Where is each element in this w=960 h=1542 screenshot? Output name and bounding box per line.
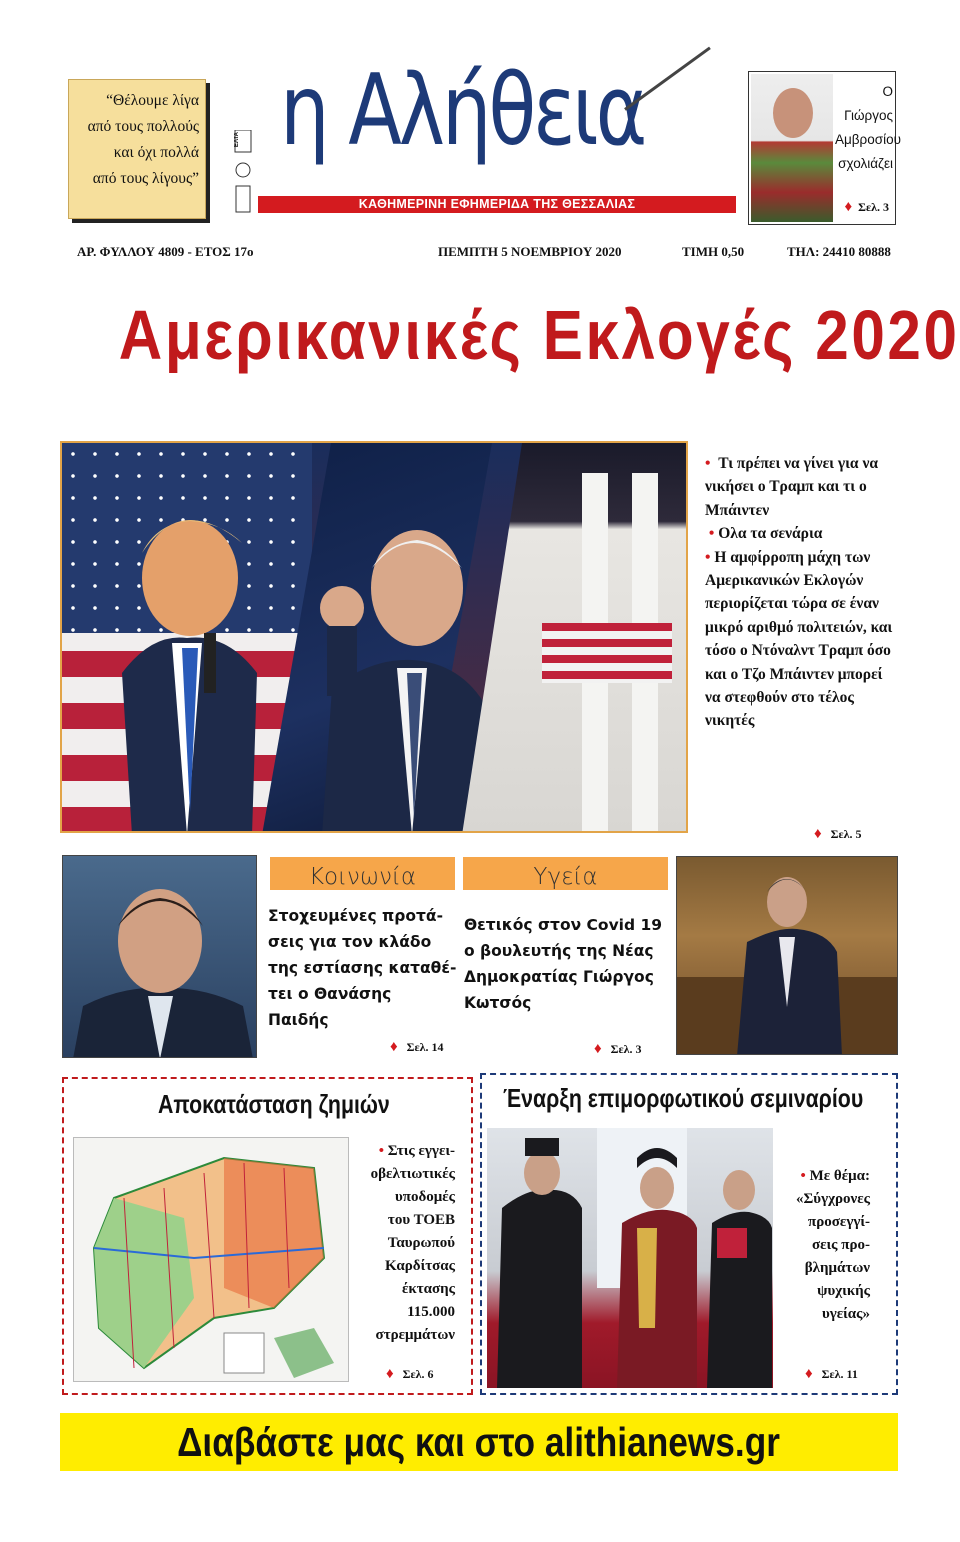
summary-line: ψυχικής <box>817 1283 870 1299</box>
banner-text[interactable]: Διαβάστε μας και στο alithianews.gr <box>177 1419 781 1465</box>
summary-bullet <box>705 546 895 733</box>
society-story[interactable] <box>268 903 468 1033</box>
issue-date: ΠΕΜΠΤΗ 5 ΝΟΕΜΒΡΙΟΥ 2020 <box>438 244 622 259</box>
story-line: της εστίασης καταθέ- <box>268 959 457 977</box>
irrigation-map <box>73 1137 349 1382</box>
society-page-ref[interactable] <box>390 1039 444 1056</box>
motto-line: και όχι πολλά <box>113 144 199 161</box>
health-page-ref[interactable] <box>594 1041 642 1058</box>
columnist-photo <box>751 74 833 222</box>
columnist-page-ref <box>844 199 889 216</box>
motto-line: από τους πολλούς <box>87 118 199 135</box>
newspaper-logo[interactable]: η Αλήθεια <box>280 54 645 168</box>
website-banner[interactable] <box>60 1413 898 1471</box>
page-number: Σελ. 3 <box>610 1042 642 1056</box>
story-line: Στοχευμένες προτά- <box>268 907 444 925</box>
summary-line: βλημάτων <box>804 1260 870 1276</box>
damages-page-ref[interactable] <box>386 1366 434 1383</box>
summary-bullet <box>705 452 895 522</box>
elta-label: ΕΛΤΑ <box>234 132 240 148</box>
bullet-icon: • <box>705 548 711 566</box>
parliament-speaker-figure <box>677 857 898 1055</box>
story-line: Παιδής <box>268 1011 329 1029</box>
summary-line: υποδομές <box>394 1189 455 1205</box>
summary-line: 115.000 <box>407 1304 455 1320</box>
main-story-page-ref[interactable] <box>814 826 862 843</box>
page-number: Σελ. 11 <box>821 1367 858 1381</box>
summary-line <box>360 1140 455 1163</box>
motto-box <box>68 79 206 219</box>
bullet-icon: • <box>705 455 711 472</box>
story-line: Κωτσός <box>464 994 532 1012</box>
candidate-one-figure <box>112 473 262 833</box>
bullet-text: Ολα τα σενάρια <box>718 525 823 543</box>
summary-line: οβελτιωτικές <box>370 1166 455 1182</box>
main-story-summary <box>705 452 895 733</box>
columnist-line: σχολιάζει <box>838 156 893 171</box>
diamond-icon: ♦ <box>594 1041 602 1057</box>
page-number: Σελ. 5 <box>830 827 862 841</box>
page-number: Σελ. 14 <box>406 1040 444 1054</box>
clergy-figures <box>487 1128 773 1388</box>
seminar-page-ref[interactable] <box>805 1366 858 1383</box>
seminar-photo <box>487 1128 773 1388</box>
candidate-two-figure <box>312 488 492 833</box>
map-figure <box>74 1138 348 1381</box>
summary-line <box>780 1165 870 1188</box>
summary-line: Καρδίτσας <box>385 1258 455 1274</box>
motto-line: από τους λίγους” <box>92 170 199 187</box>
motto-line: “Θέλουμε λίγα <box>106 92 199 109</box>
damages-title[interactable]: Αποκατάσταση ζημιών <box>158 1089 390 1119</box>
health-story[interactable] <box>464 912 669 1016</box>
summary-line: σεις προ- <box>811 1237 870 1253</box>
story-line: Θετικός στον Covid 19 <box>464 916 663 934</box>
main-story-photo[interactable] <box>60 441 688 833</box>
story-line: Δημοκρατίας Γιώργος <box>464 968 654 986</box>
bullet-icon: • <box>708 525 715 543</box>
diamond-icon: ♦ <box>814 826 822 842</box>
story-line: τει ο Θανάσης <box>268 985 392 1003</box>
main-headline[interactable]: Αμερικανικές Εκλογές 2020 <box>118 296 960 374</box>
columnist-caption <box>835 80 901 176</box>
story-line: ο βουλευτής της Νέας <box>464 942 654 960</box>
issue-price: ΤΙΜΗ 0,50 <box>682 244 745 259</box>
page-number: Σελ. 3 <box>858 200 889 214</box>
summary-line: προσεγγί- <box>808 1214 870 1230</box>
contact-phone: ΤΗΛ: 24410 80888 <box>787 244 891 259</box>
summary-line: υγείας» <box>821 1306 870 1322</box>
summary-line: «Σύγχρονες <box>795 1191 870 1207</box>
summary-text: Με θέμα: <box>809 1168 870 1184</box>
bullet-icon: • <box>378 1143 385 1159</box>
damages-summary <box>360 1140 455 1347</box>
summary-line: Ταυρωπού <box>387 1235 455 1251</box>
diamond-icon: ♦ <box>386 1366 394 1382</box>
columnist-line: Ο Γιώργος <box>844 84 893 123</box>
society-section-header[interactable]: Κοινωνία <box>270 857 455 890</box>
health-section-header[interactable]: Υγεία <box>463 857 668 890</box>
diamond-icon: ♦ <box>844 199 853 215</box>
story-line: σεις για τον κλάδο <box>268 933 432 951</box>
summary-bullet <box>705 522 895 545</box>
summary-line: του ΤΟΕΒ <box>387 1212 455 1228</box>
issue-number: ΑΡ. ΦΥΛΛΟΥ 4809 - ΕΤΟΣ 17ο <box>77 244 254 259</box>
summary-text: Στις εγγει- <box>387 1143 455 1159</box>
seminar-title[interactable]: Έναρξη επιμορφωτικού σεμιναρίου <box>503 1083 864 1113</box>
white-house-image <box>462 443 688 833</box>
summary-line: στρεμμάτων <box>375 1327 455 1343</box>
portrait-figure <box>63 856 257 1058</box>
page-number: Σελ. 6 <box>402 1367 434 1381</box>
columnist-line: Αμβροσίου <box>835 132 901 147</box>
masthead-tagline: ΚΑΘΗΜΕΡΙΝΗ ΕΦΗΜΕΡΙΔΑ ΤΗΣ ΘΕΣΣΑΛΙΑΣ <box>258 196 736 213</box>
summary-line: έκτασης <box>401 1281 455 1297</box>
columnist-teaser[interactable] <box>748 71 901 225</box>
diamond-icon: ♦ <box>390 1039 398 1055</box>
seminar-summary <box>780 1165 870 1326</box>
kotsos-photo[interactable] <box>676 856 898 1055</box>
bullet-text: Η αμφίρροπη μάχη των Αμερικανικών Εκλογών περιορίζεται τώρα σε έναν μικρό αριθμό πολιτειών, και τόσο ο Ντόναλντ Τραμπ όσο και ο Τζο Μπάιντεν μπορεί να στεφθούν στο τέλος νικητές <box>705 548 893 730</box>
paidis-photo[interactable] <box>62 855 257 1058</box>
diamond-icon: ♦ <box>805 1366 813 1382</box>
bullet-icon: • <box>800 1168 806 1184</box>
bullet-text: Τι πρέπει να γίνει για να νικήσει ο Τραμπ και τι ο Μπάιντεν <box>705 455 879 519</box>
